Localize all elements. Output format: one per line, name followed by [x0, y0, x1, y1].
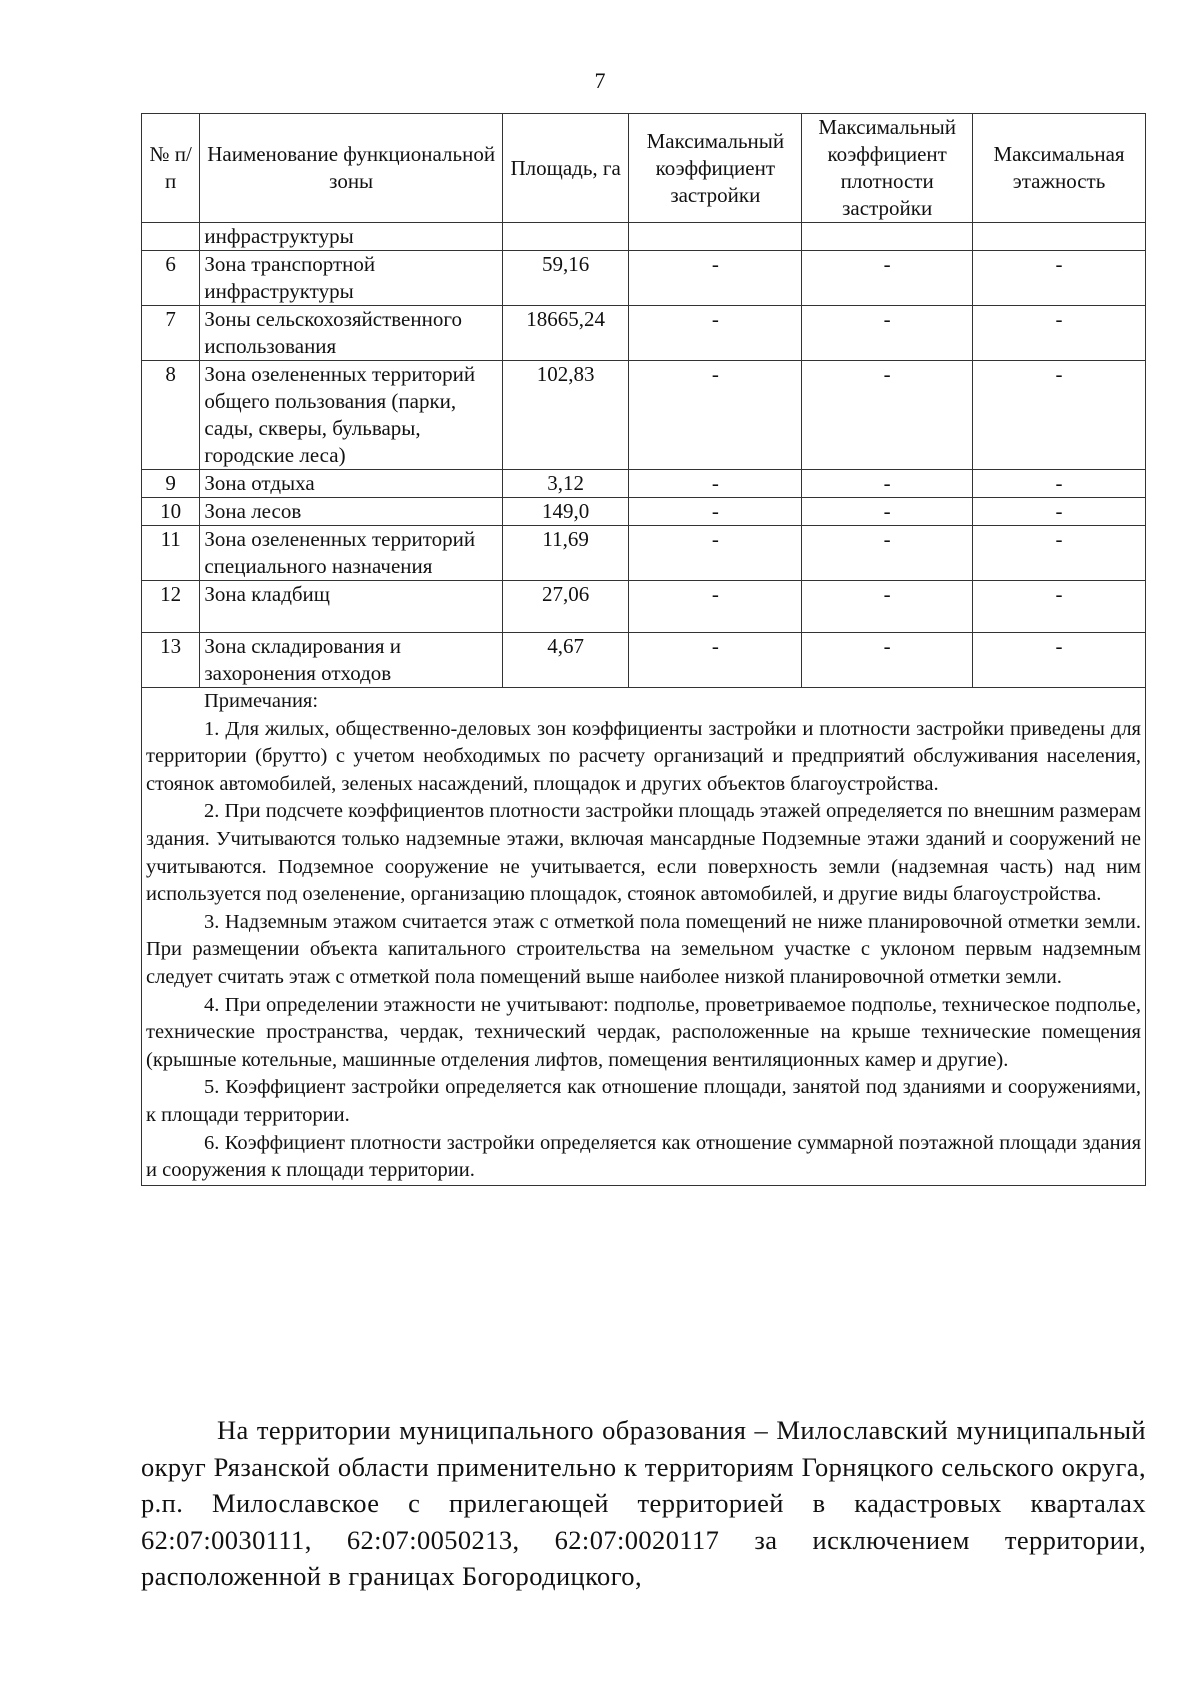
row-floors: -	[973, 251, 1146, 306]
row-floors: -	[973, 498, 1146, 526]
row-num: 7	[142, 306, 200, 361]
notes-cell	[142, 688, 1146, 1186]
notes-row	[142, 688, 1146, 1186]
row-density-coef: -	[802, 498, 973, 526]
note-item: 5. Коэффициент застройки определяется как отношение площади, занятой под зданиями и сооружениями, к площади территории.	[146, 1076, 1141, 1126]
row-build-coef: -	[629, 306, 802, 361]
note-item: 4. При определении этажности не учитывают: подполье, проветриваемое подполье, техническое подполье, технические пространства, чердак, технический чердак, расположенные на крыше технические помещения (крышные котельные, машинные отделения лифтов, помещения вентиляционных камер и другие).	[146, 993, 1141, 1071]
row-floors: -	[973, 306, 1146, 361]
row-area: 149,0	[502, 498, 628, 526]
row-build-coef: -	[629, 633, 802, 688]
row-num: 10	[142, 498, 200, 526]
row-density-coef: -	[802, 251, 973, 306]
row-num	[142, 223, 200, 251]
header-max-floors: Максимальная этажность	[973, 114, 1146, 223]
row-density-coef: -	[802, 633, 973, 688]
row-density-coef: -	[802, 526, 973, 581]
row-name: Зона кладбищ	[200, 581, 503, 633]
row-num: 6	[142, 251, 200, 306]
row-floors	[973, 223, 1146, 251]
row-name: Зоны сельскохозяйственного использования	[200, 306, 503, 361]
table-row	[142, 633, 1146, 688]
table-row	[142, 581, 1146, 633]
table-row	[142, 498, 1146, 526]
note-item: 3. Надземным этажом считается этаж с отметкой пола помещений не ниже планировочной отметки земли. При размещении объекта капитального строительства на земельном участке с уклоном первым надземным следует считать этаж с отметкой пола помещений выше наиболее низкой планировочной отметки земли.	[146, 910, 1141, 988]
row-build-coef: -	[629, 361, 802, 470]
note-item: 1. Для жилых, общественно-деловых зон коэффициенты застройки и плотности застройки приведены для территории (брутто) с учетом необходимых по расчету организаций и предприятий обслуживания населения, стоянок автомобилей, зеленых насаждений, площадок и других объектов благоустройства.	[146, 717, 1141, 795]
header-name: Наименование функциональной зоны	[200, 114, 503, 223]
row-name: Зона озелененных территорий общего пользования (парки, сады, скверы, бульвары, городские леса)	[200, 361, 503, 470]
row-name: Зона складирования и захоронения отходов	[200, 633, 503, 688]
row-density-coef: -	[802, 361, 973, 470]
header-max-build-coef: Максимальный коэффициент застройки	[629, 114, 802, 223]
row-area: 27,06	[502, 581, 628, 633]
zones-table	[141, 113, 1146, 1186]
row-density-coef: -	[802, 306, 973, 361]
row-name: инфраструктуры	[200, 223, 503, 251]
row-build-coef: -	[629, 470, 802, 498]
row-build-coef: -	[629, 498, 802, 526]
row-build-coef: -	[629, 251, 802, 306]
row-build-coef: -	[629, 581, 802, 633]
header-max-density-coef: Максимальный коэффициент плотности застройки	[802, 114, 973, 223]
row-area: 3,12	[502, 470, 628, 498]
table-row	[142, 361, 1146, 470]
row-build-coef	[629, 223, 802, 251]
note-item: 2. При подсчете коэффициентов плотности застройки площадь этажей определяется по внешним размерам здания. Учитываются только надземные этажи, включая мансардные Подземные этажи зданий и сооружений не учитываются. Подземное сооружение не учитывается, если поверхность земли (надземная часть) над ним используется под озеленение, организацию площадок, стоянок автомобилей, и другие виды благоустройства.	[146, 800, 1141, 906]
row-floors: -	[973, 633, 1146, 688]
row-floors: -	[973, 526, 1146, 581]
body-paragraph: На территории муниципального образования – Милославский муниципальный округ Рязанской области применительно к территориям Горняцкого сельского округа, р.п. Милославское с прилегающей территорией в кадастровых кварталах 62:07:0030111, 62:07:0050213, 62:07:0020117 за исключением территории, расположенной в границах Богородицкого,	[141, 1415, 1146, 1591]
row-name: Зона лесов	[200, 498, 503, 526]
table-row	[142, 526, 1146, 581]
table-row	[142, 306, 1146, 361]
row-area: 11,69	[502, 526, 628, 581]
row-area: 18665,24	[502, 306, 628, 361]
row-floors: -	[973, 470, 1146, 498]
row-density-coef: -	[802, 470, 973, 498]
row-name: Зона транспортной инфраструктуры	[200, 251, 503, 306]
row-num: 8	[142, 361, 200, 470]
note-item: 6. Коэффициент плотности застройки определяется как отношение суммарной поэтажной площади здания и сооружения к площади территории.	[146, 1131, 1141, 1182]
row-density-coef: -	[802, 581, 973, 633]
row-floors: -	[973, 581, 1146, 633]
table-row	[142, 223, 1146, 251]
row-area: 59,16	[502, 251, 628, 306]
row-num: 12	[142, 581, 200, 633]
header-num: № п/п	[142, 114, 200, 223]
row-build-coef: -	[629, 526, 802, 581]
row-area	[502, 223, 628, 251]
row-name: Зона отдыха	[200, 470, 503, 498]
row-area: 4,67	[502, 633, 628, 688]
row-num: 9	[142, 470, 200, 498]
body-paragraph-container	[141, 1412, 1146, 1595]
table-header-row	[142, 114, 1146, 223]
page-number: 7	[594, 68, 606, 93]
notes-title: Примечания:	[204, 690, 319, 712]
row-area: 102,83	[502, 361, 628, 470]
row-name: Зона озелененных территорий специального назначения	[200, 526, 503, 581]
row-floors: -	[973, 361, 1146, 470]
row-num: 13	[142, 633, 200, 688]
header-area: Площадь, га	[502, 114, 628, 223]
table-row	[142, 470, 1146, 498]
row-density-coef	[802, 223, 973, 251]
row-num: 11	[142, 526, 200, 581]
table-row	[142, 251, 1146, 306]
